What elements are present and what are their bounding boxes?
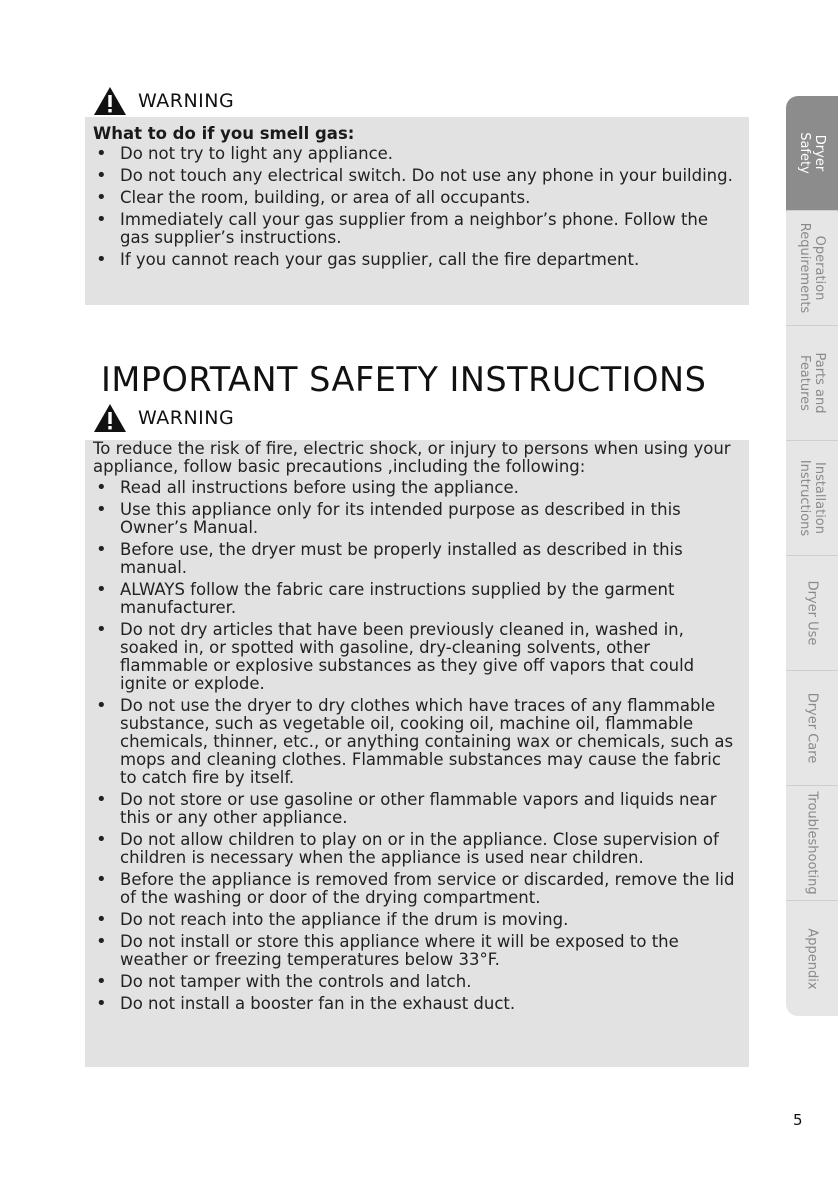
safety-list xyxy=(93,479,739,1013)
gas-warning-title: What to do if you smell gas: xyxy=(93,124,355,143)
tab-appendix[interactable] xyxy=(786,901,838,1016)
tab-operation-requirements[interactable] xyxy=(786,211,838,326)
tab-dryer-use[interactable] xyxy=(786,556,838,671)
list-item: • Do not touch any electrical switch. Do not use any phone in your building. xyxy=(93,167,739,185)
list-item: • Do not install or store this appliance where it will be exposed to the weather or freezing temperatures below 33°F. xyxy=(93,933,739,969)
list-item: • Do not store or use gasoline or other flammable vapors and liquids near this or any other appliance. xyxy=(93,791,739,827)
warning-label: WARNING xyxy=(138,90,235,112)
tab-troubleshooting[interactable] xyxy=(786,786,838,901)
tab-dryer-safety[interactable] xyxy=(786,96,838,211)
tab-label: Appendix xyxy=(804,927,820,990)
list-item: • If you cannot reach your gas supplier, call the fire department. xyxy=(93,251,739,269)
safety-warning-box xyxy=(85,440,749,1067)
list-item: • Before the appliance is removed from service or discarded, remove the lid of the washing or door of the drying compartment. xyxy=(93,871,739,907)
list-item: • Do not dry articles that have been previously cleaned in, washed in, soaked in, or spotted with gasoline, dry-cleaning solvents, other flammable or explosive substances as they give off vapors that could ignite or explode. xyxy=(93,621,739,693)
tab-label: Dryer Care xyxy=(804,692,820,764)
list-item: • Immediately call your gas supplier from a neighbor’s phone. Follow the gas supplier’s instructions. xyxy=(93,211,739,247)
list-item: • Clear the room, building, or area of all occupants. xyxy=(93,189,739,207)
list-item: • Read all instructions before using the appliance. xyxy=(93,479,739,497)
list-item: • Do not try to light any appliance. xyxy=(93,145,739,163)
tab-label: Troubleshooting xyxy=(804,791,820,895)
list-item: • Do not tamper with the controls and latch. xyxy=(93,973,739,991)
warning-label: WARNING xyxy=(138,407,235,429)
gas-warning-box xyxy=(85,117,749,305)
list-item: • Do not install a booster fan in the exhaust duct. xyxy=(93,995,739,1013)
tab-label: Parts and Features xyxy=(797,352,827,414)
tab-label: Dryer Use xyxy=(804,580,820,646)
page-number: 5 xyxy=(793,1111,803,1129)
list-item: • Do not use the dryer to dry clothes which have traces of any flammable substance, such as vegetable oil, cooking oil, machine oil, flammable chemicals, thinner, etc., or anything containing wax or chemicals, such as mops and cleaning clothes. Flammable substances may cause the fabric to catch fire by itself. xyxy=(93,697,739,787)
page-title: IMPORTANT SAFETY INSTRUCTIONS xyxy=(101,360,707,400)
list-item: • Do not allow children to play on or in the appliance. Close supervision of children is necessary when the appliance is used near children. xyxy=(93,831,739,867)
list-item: • ALWAYS follow the fabric care instructions supplied by the garment manufacturer. xyxy=(93,581,739,617)
tab-label: Installation Instructions xyxy=(797,459,827,537)
tab-parts-and-features[interactable] xyxy=(786,326,838,441)
list-item: • Before use, the dryer must be properly installed as described in this manual. xyxy=(93,541,739,577)
section-tabs xyxy=(786,96,838,1016)
warning-header-safety xyxy=(92,402,234,434)
gas-warning-list xyxy=(93,145,739,269)
tab-label: Dryer Safety xyxy=(797,132,827,174)
tab-dryer-care[interactable] xyxy=(786,671,838,786)
list-item: • Do not reach into the appliance if the drum is moving. xyxy=(93,911,739,929)
list-item: • Use this appliance only for its intended purpose as described in this Owner’s Manual. xyxy=(93,501,739,537)
warning-header-gas xyxy=(92,85,234,117)
tab-installation-instructions[interactable] xyxy=(786,441,838,556)
warning-triangle-icon xyxy=(92,85,128,117)
safety-intro: To reduce the risk of fire, electric shock, or injury to persons when using your appliance, follow basic precautions ,including the following: xyxy=(93,439,731,476)
warning-triangle-icon xyxy=(92,402,128,434)
tab-label: Operation Requirements xyxy=(797,222,827,314)
